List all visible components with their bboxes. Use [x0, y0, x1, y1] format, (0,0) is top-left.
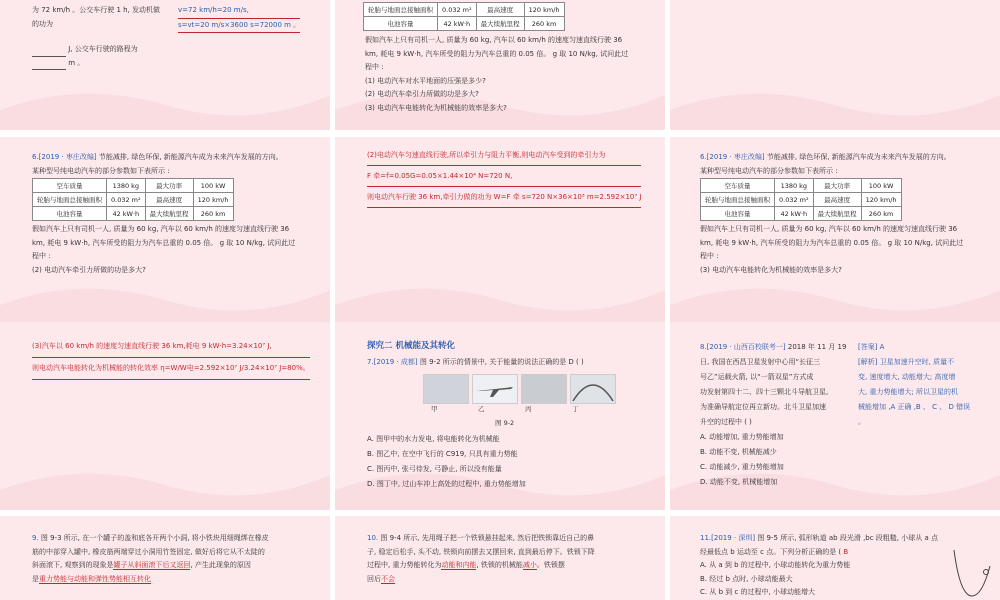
q-text: 假如汽车上只有司机一人, 质量为 60 kg, 汽车以 60 km/h 的速度匀速直线行驶 36 km, 耗电 9 kW·h, 汽车所受的阻力为汽车总重的 0.05 倍。 g 取 10 N/kg, 试问此过 程中 : (1) 电动汽车对水平地面的压强是多少? (2) 电动汽车牵引力所做的功是多大? (3) 电动汽车电能转化为机械能的效率是多大?	[365, 36, 629, 112]
slide-2	[335, 0, 665, 130]
dam-image	[423, 374, 469, 404]
slide-1	[0, 0, 330, 130]
slide-10	[0, 516, 330, 600]
img-label-3: 丙	[525, 405, 532, 413]
q-text: 假如汽车上只有司机一人, 质量为 60 kg, 汽车以 60 km/h 的速度匀速直线行驶 36 km, 耗电 9 kW·h, 汽车所受的阻力为汽车总重的 0.05 倍。 g 取 10 N/kg, 试问此过 程中 : (2) 电动汽车牵引力所做的功是多大?	[32, 225, 296, 274]
slide-9	[670, 322, 1000, 510]
spec-table: 空车质量 1380 kg 最大功率 100 kW 轮胎与地面总接触面积 0.032 m² 最高速度 120 km/h 电池容量 42 kW·h 最大续航里程 260 km	[700, 178, 902, 221]
q-intro: 6.[2019 · 枣庄改编] 节能减排, 绿色环保, 新能源汽车成为未来汽车发展的方向。 某种型号纯电动汽车的部分参数如下表所示 :	[700, 153, 951, 175]
q-text: 11.[2019 · 深圳] 图 9-5 所示, 弧形轨道 ab 段光滑 ,bc 段粗糙, 小球从 a 点 经最低点 b 运动至 c 点。下列分析正确的是 ( B A. 从 a 到 b 的过程中, 小球动能转化为重力势能 B. 经过 b 点时, 小球动能最大 C. 从 b 到 c 的过程中, 小球动能增大	[700, 534, 939, 596]
spec-table: 空车质量 1380 kg 最大功率 100 kW 轮胎与地面总接触面积 0.032 m² 最高速度 120 km/h 电池容量 42 kW·h 最大续航里程 260 km	[32, 178, 234, 221]
q-stem: 7.[2019 · 成都] 图 9-2 所示的情景中, 关于能量的说法正确的是 D ( )	[367, 358, 584, 366]
spec-table: 轮胎与地面总接触面积 0.032 m² 最高速度 120 km/h 电池容量 42 kW·h 最大续航里程 260 km	[363, 2, 565, 31]
slide-12	[670, 516, 1000, 600]
slide-4	[0, 137, 330, 325]
solution-text: (3)汽车以 60 km/h 的速度匀速直线行驶 36 km,耗电 9 kW·h=3.24×10⁷ J, 则电动汽车电能转化为机械能的转化效率 η=W/W电=2.592×10⁷ J/3.24×10⁷ J=80%。	[32, 336, 310, 380]
slide-11	[335, 516, 665, 600]
q-text: 8.[2019 · 山西百校联考一] 2018 年 11 月 19 日, 我国在西昌卫星发射中心用“长征三 号乙”运载火箭, 以“一箭双星”方式成 功发射第四十二、四十三颗北斗导航卫星, 为准确导航定位再立新功。北斗卫星加速 升空的过程中 ( ) A. 动能增加, 重力势能增加 B. 动能不变, 机械能减少 C. 动能减少, 重力势能增加 D. 动能不变, 机械能增加	[700, 343, 847, 486]
img-label-1: 甲	[431, 405, 438, 413]
slide-8	[335, 322, 665, 510]
q-intro: 6.[2019 · 枣庄改编] 节能减排, 绿色环保, 新能源汽车成为未来汽车发展的方向。 某种型号纯电动汽车的部分参数如下表所示 :	[32, 153, 283, 175]
q-text: 假如汽车上只有司机一人, 质量为 60 kg, 汽车以 60 km/h 的速度匀速直线行驶 36 km, 耗电 9 kW·h, 汽车所受的阻力为汽车总重的 0.05 倍。 g 取 10 N/kg, 试问此过 程中 : (3) 电动汽车电能转化为机械能的效率是多大?	[700, 225, 964, 274]
answer-text: v=72 km/h=20 m/s, s=vt=20 m/s×3600 s=72000 m 。	[178, 4, 300, 33]
wave-decoration	[0, 450, 330, 510]
img-label-4: 丁	[572, 405, 579, 413]
slide-6	[670, 137, 1000, 325]
wave-decoration	[0, 70, 330, 130]
wave-decoration	[670, 70, 1000, 130]
track-diagram	[950, 546, 994, 600]
q-text: 为 72 km/h 。公交车行驶 1 h, 发动机做 的功为 J, 公交车行驶的路程为 m 。	[32, 4, 160, 70]
slide-3	[670, 0, 1000, 130]
plane-image	[472, 374, 518, 404]
plane-icon	[473, 375, 517, 403]
q-text: 9. 图 9-3 所示, 在一个罐子的盖和底各开两个小洞, 将小铁块用细绳绑在橡皮 筋的中部穿入罐中, 橡皮筋两端穿过小洞用竹签固定, 做好后将它从不太陡的 斜面滚下, 观察到的现象是罐子从斜面滚下后又返回, 产生此现象的原因 是重力势能与动能和弹性势能相互转化	[32, 534, 269, 583]
section-title: 探究二 机械能及其转化	[367, 341, 455, 351]
slide-7	[0, 322, 330, 510]
img-label-2: 乙	[478, 405, 485, 413]
slide-5	[335, 137, 665, 325]
archer-image	[521, 374, 567, 404]
options: A. 图甲中的水力发电, 将电能转化为机械能 B. 图乙中, 在空中飞行的 C919, 只具有重力势能 C. 图丙中, 张弓待发, 弓静止, 所以没有能量 D. 图丁中, 过山车冲上高处的过程中, 重力势能增加	[367, 435, 526, 488]
coaster-icon	[571, 375, 615, 403]
coaster-image	[570, 374, 616, 404]
answer-text: [答案] A [解析] 卫星加速升空时, 质量不 变, 速度增大, 动能增大; 高度增 大, 重力势能增大; 所以卫星的机 械能增加 ,A 正确 ,B 、 C 、 D 错误 。	[858, 343, 971, 426]
q-text: 10. 图 9-4 所示, 先用绳子把一个铁锁悬挂起来, 然后把铁锁靠近自己的鼻 子, 稳定后松手, 头不动, 铁锁向前摆去又摆回来, 直到最后停下。铁锁下降 过程中, 重力势能转化为动能和内能, 铁锁的机械能减小。铁锁摆 回后不会	[367, 534, 595, 583]
figure-9-2	[423, 374, 616, 404]
solution-text: (2)电动汽车匀速直线行驶,所以牵引力与阻力平衡,则电动汽车受到的牵引力为 F 牵=f=0.05G=0.05×1.44×10⁴ N=720 N, 则电动汽车行驶 36 km,牵引力做的功为 W=F 牵 s=720 N×36×10³ m=2.592×10⁷ J	[367, 145, 641, 208]
figure-caption: 图 9-2	[495, 419, 515, 427]
wave-decoration	[335, 265, 665, 325]
